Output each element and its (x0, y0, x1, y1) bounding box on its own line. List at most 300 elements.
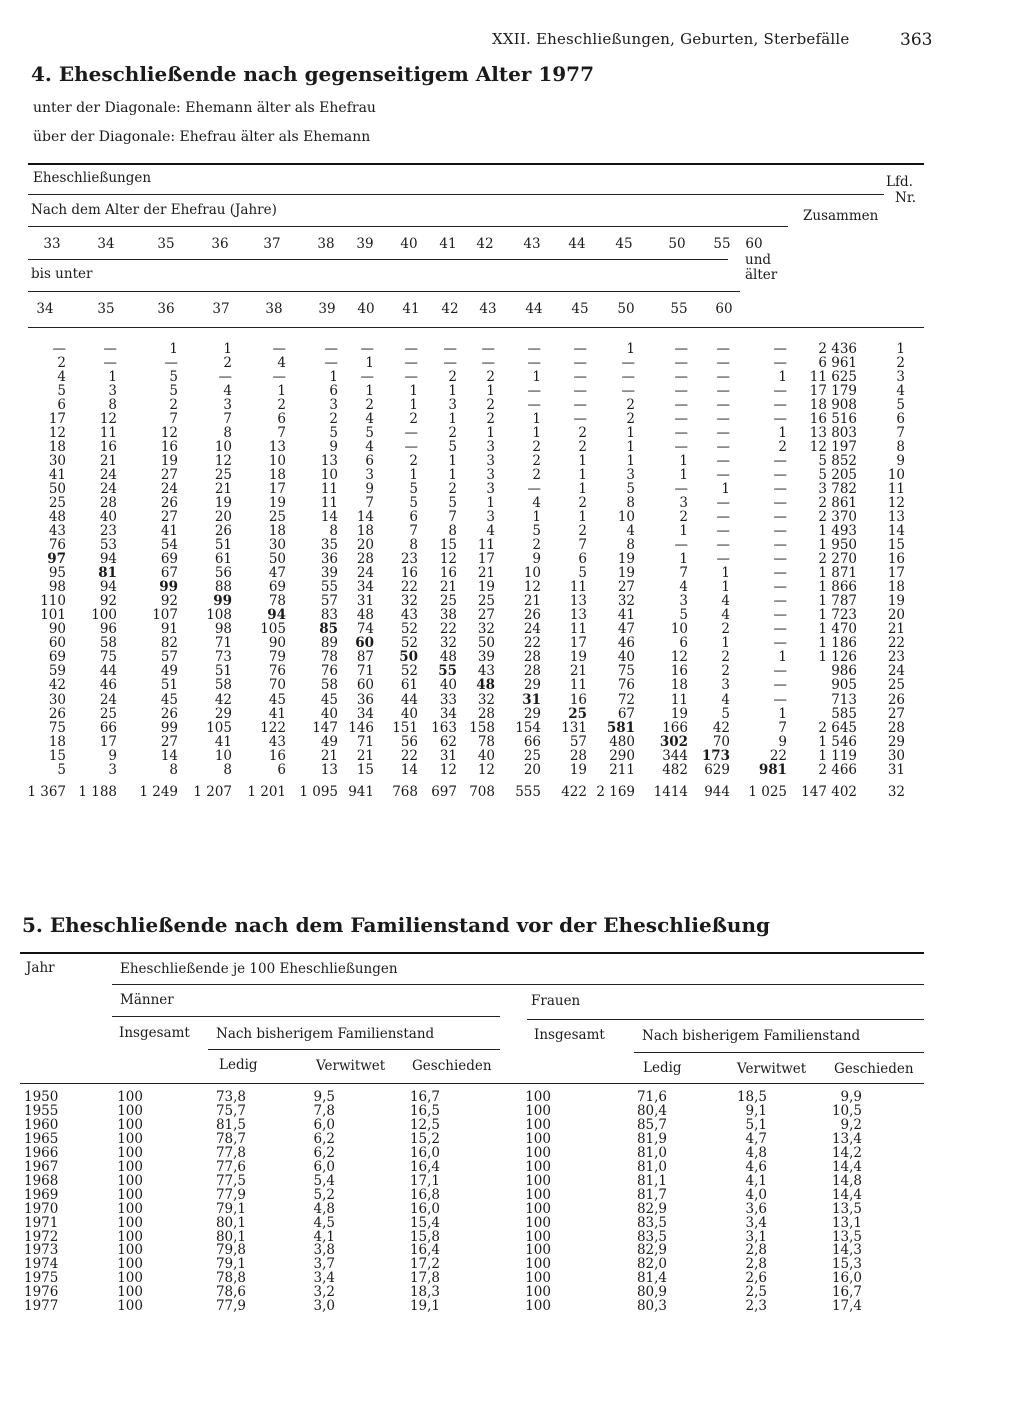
table4-cell: 50 (48, 481, 66, 498)
table4-cell: 2 (578, 523, 587, 540)
table4-cell: 71 (356, 663, 374, 680)
table5-cell: 16,0 (409, 1144, 440, 1161)
table4-cell: 6 (409, 509, 418, 526)
table4-cell: 1 (626, 425, 635, 442)
table5-cell: 16,0 (831, 1270, 862, 1287)
table4-cell: 21 (477, 565, 495, 582)
table5-cell: 83,5 (636, 1214, 667, 1231)
table4-cell: 146 (348, 719, 374, 736)
table4-cell: 48 (48, 509, 66, 526)
table5-header-maenner: Männer (120, 992, 174, 1008)
table4-cell: 2 (486, 411, 495, 428)
table4-cell: — (527, 481, 541, 498)
table5-year: 1955 (24, 1102, 59, 1119)
table4-cell: 1 (409, 467, 418, 484)
table4-cell: 10 (214, 747, 232, 764)
table4-cell: 2 (448, 369, 457, 386)
table4-cell: — (773, 355, 787, 372)
table4-cell: 8 (223, 425, 232, 442)
table4-cell: 10 (523, 565, 541, 582)
table5-cell: 80,3 (636, 1298, 667, 1315)
table4-cell: 58 (99, 635, 117, 652)
table4-cell: 1 (409, 397, 418, 414)
table4-cell: 26 (214, 523, 232, 540)
table4-cell: 31 (522, 691, 541, 708)
table5-header-geschieden-m: Geschieden (412, 1058, 492, 1074)
table4-age-to: 42 (441, 301, 459, 317)
table4-cell: — (716, 453, 730, 470)
table5-cell: 100 (117, 1186, 143, 1203)
table4-cell: 3 (448, 397, 457, 414)
table4-cell-zusammen: 5 205 (818, 467, 857, 484)
table4-cell: 30 (48, 691, 66, 708)
table4-age-to: 38 (265, 301, 283, 317)
table5-cell: 3,0 (313, 1298, 335, 1315)
table4-cell: 4 (721, 607, 730, 624)
table4-cell: — (773, 383, 787, 400)
table4-cell: 11 (99, 425, 117, 442)
table4-cell: 57 (569, 733, 587, 750)
table4-cell: 16 (569, 691, 587, 708)
table4-cell: — (324, 341, 338, 357)
table4-cell: 36 (320, 551, 338, 568)
table4-total-cell: 1 025 (748, 784, 787, 800)
running-header: XXII. Eheschließungen, Geburten, Sterbefälle (492, 30, 850, 48)
table5-cell: 3,8 (313, 1242, 335, 1259)
table4-cell: 3 (486, 453, 495, 470)
table4-cell: 74 (356, 621, 374, 638)
table4-cell: 1 (679, 551, 688, 568)
table4-cell: 1 (532, 425, 541, 442)
table4-cell: 9 (108, 747, 117, 764)
table4-cell: 8 (108, 397, 117, 414)
table5-cell: 100 (117, 1270, 143, 1287)
table4-cell: 94 (99, 579, 117, 596)
table4-total-lfd-nr: 32 (887, 784, 905, 800)
table4-cell: 24 (523, 621, 541, 638)
table5-cell: 10,5 (831, 1102, 862, 1119)
table5-cell: 5,4 (313, 1172, 335, 1189)
table4-cell: — (674, 537, 688, 554)
table4-cell-zusammen: 11 625 (809, 369, 857, 386)
table4-cell: 163 (431, 719, 457, 736)
table4-cell: 53 (99, 537, 117, 554)
table4-cell: 20 (214, 509, 232, 526)
table4-cell: 4 (223, 383, 232, 400)
table5-cell: 16,4 (409, 1242, 440, 1259)
table4-cell: 1 (448, 383, 457, 400)
table4-cell: 41 (214, 733, 232, 750)
table4-cell-lfd-nr: 9 (896, 453, 905, 470)
table4-cell: 2 (486, 369, 495, 386)
table4-cell: — (674, 397, 688, 414)
table4-cell: 9 (778, 733, 787, 750)
table4-cell: 16 (670, 663, 688, 680)
table4-cell: 49 (320, 733, 338, 750)
table4-cell: 18 (268, 523, 286, 540)
table4-cell: 2 (277, 397, 286, 414)
table4-cell: 48 (439, 649, 457, 666)
table4-cell: 2 (578, 439, 587, 456)
table4-header-zusammen: Zusammen (803, 208, 879, 224)
table4-cell: 22 (769, 747, 787, 764)
table4-cell: 39 (320, 565, 338, 582)
table4-cell: — (773, 621, 787, 638)
table4-cell: 1 (778, 705, 787, 722)
table4-cell: 30 (268, 537, 286, 554)
table4-cell: 2 (409, 453, 418, 470)
table4-cell: 76 (320, 663, 338, 680)
table4-cell: — (52, 341, 66, 357)
table5-header-bottom-rule (20, 1083, 924, 1084)
table4-cell: 11 (477, 537, 495, 554)
table5-cell: 13,1 (831, 1214, 862, 1231)
table4-cell: 92 (99, 593, 117, 610)
table4-cell: 46 (617, 635, 635, 652)
table5-cell: 100 (117, 1144, 143, 1161)
table4-cell: 1 (626, 453, 635, 470)
table4-age-to: 50 (617, 301, 635, 317)
table4-cell: 1 (778, 369, 787, 386)
table4-cell-lfd-nr: 4 (896, 383, 905, 400)
table4-cell: 2 (57, 355, 66, 372)
table4-cell: — (773, 565, 787, 582)
table5-cell: 100 (117, 1242, 143, 1259)
table4-cell: 40 (99, 509, 117, 526)
table5-cell: 80,9 (636, 1284, 667, 1301)
table4-cell: 67 (617, 705, 635, 722)
table4-cell: 8 (626, 537, 635, 554)
table4-cell: 17 (99, 733, 117, 750)
table5-cell: 14,4 (831, 1158, 862, 1175)
table4-cell: — (716, 467, 730, 484)
table5-cell: 100 (117, 1200, 143, 1217)
table4-cell: 1 (578, 453, 587, 470)
table4-cell: 6 (679, 635, 688, 652)
table4-cell-lfd-nr: 7 (896, 425, 905, 442)
table4-total-cell: 1 201 (247, 784, 286, 800)
table4-cell-zusammen: 713 (831, 691, 857, 708)
table4-cell: 41 (48, 467, 66, 484)
table4-age-from: 33 (43, 236, 61, 252)
table4-cell-zusammen: 6 961 (818, 355, 857, 372)
table5-cell: 100 (525, 1186, 551, 1203)
table4-cell: 26 (523, 607, 541, 624)
table4-cell: 981 (758, 761, 787, 778)
table5-cell: 15,2 (409, 1130, 440, 1147)
table4-cell: 14 (400, 761, 418, 778)
table4-cell: 85 (319, 621, 338, 638)
table4-cell: 11 (569, 677, 587, 694)
table4-cell: 2 (448, 481, 457, 498)
table4-cell: 2 (721, 621, 730, 638)
table4-cell: 81 (98, 565, 117, 582)
table5-cell: 2,8 (745, 1242, 767, 1259)
table4-cell: — (573, 411, 587, 428)
table4-cell: 4 (721, 691, 730, 708)
table4-cell: 1 (578, 509, 587, 526)
table4-cell-lfd-nr: 30 (887, 747, 905, 764)
table5-cell: 3,4 (313, 1270, 335, 1287)
table4-cell: 24 (99, 691, 117, 708)
table4-cell: — (773, 663, 787, 680)
table4-cell: — (621, 355, 635, 372)
table4-cell: 1 (578, 467, 587, 484)
table4-cell: 2 (169, 397, 178, 414)
table4-cell: 46 (99, 677, 117, 694)
table5-header-jahr: Jahr (26, 960, 55, 976)
table4-cell: — (716, 369, 730, 386)
table5-cell: 100 (117, 1102, 143, 1119)
table4-cell: 3 (108, 761, 117, 778)
table5-cell: 100 (117, 1158, 143, 1175)
table4-cell: 61 (400, 677, 418, 694)
table4-cell: 1 (486, 383, 495, 400)
table4-age-to: 36 (157, 301, 175, 317)
table5-cell: 100 (525, 1158, 551, 1175)
table4-cell: 20 (356, 537, 374, 554)
table4-cell: 17 (569, 635, 587, 652)
table4-cell-lfd-nr: 23 (887, 649, 905, 666)
table4-cell: 17 (477, 551, 495, 568)
table5-year: 1966 (24, 1144, 59, 1161)
table5-cell: 82,9 (636, 1200, 667, 1217)
table4-cell: 21 (99, 453, 117, 470)
table4-cell: 4 (721, 593, 730, 610)
table4-age-from: 43 (523, 236, 541, 252)
table4-cell: 96 (99, 621, 117, 638)
table4-cell: 14 (160, 747, 178, 764)
table4-cell: 25 (99, 705, 117, 722)
table5-cell: 81,9 (636, 1130, 667, 1147)
table4-header-lfd: Lfd. (886, 174, 913, 190)
table4-cell: 27 (160, 467, 178, 484)
table4-cell: 3 (486, 509, 495, 526)
table4-cell: 94 (267, 607, 286, 624)
table4-cell: 3 (329, 397, 338, 414)
table4-cell: 28 (569, 747, 587, 764)
table4-cell: 4 (277, 355, 286, 372)
table4-cell: 51 (214, 663, 232, 680)
table4-cell: 3 (108, 383, 117, 400)
table5-cell: 6,2 (313, 1130, 335, 1147)
table4-cell: 2 (679, 509, 688, 526)
table5-rule-2 (112, 984, 924, 985)
table4-cell: 1 (486, 495, 495, 512)
table4-cell: 110 (40, 593, 66, 610)
table4-cell: 12 (48, 425, 66, 442)
table4-cell: 24 (160, 481, 178, 498)
table5-cell: 77,9 (215, 1298, 246, 1315)
table4-cell: 27 (617, 579, 635, 596)
table4-cell: 19 (268, 495, 286, 512)
table4-cell: 5 (448, 495, 457, 512)
table4-age-from: 50 (668, 236, 686, 252)
table4-cell: 43 (400, 607, 418, 624)
table4-cell: — (527, 355, 541, 372)
table4-cell: — (573, 369, 587, 386)
table4-cell: 5 (409, 495, 418, 512)
table4-cell: 55 (320, 579, 338, 596)
table5-cell: 80,1 (215, 1214, 246, 1231)
table4-cell-zusammen: 1 126 (818, 649, 857, 666)
table4-cell: 10 (214, 439, 232, 456)
table4-cell: 42 (712, 719, 730, 736)
table4-cell: 7 (778, 719, 787, 736)
table4-cell: 2 (721, 649, 730, 666)
table4-cell: 82 (160, 635, 178, 652)
table4-cell: 9 (365, 481, 374, 498)
table4-cell: 66 (523, 733, 541, 750)
table4-cell: 21 (320, 747, 338, 764)
table4-total-cell: 1414 (653, 784, 688, 800)
table4-note-under: unter der Diagonale: Ehemann älter als Ehefrau (33, 100, 376, 116)
table4-age-to: 39 (318, 301, 336, 317)
table5-cell: 3,1 (745, 1228, 767, 1245)
table5-cell: 100 (117, 1130, 143, 1147)
table4-cell: — (164, 355, 178, 372)
table4-cell: — (404, 369, 418, 386)
table4-cell: 26 (160, 705, 178, 722)
table4-cell: 4 (626, 523, 635, 540)
table5-header-insgesamt-m: Insgesamt (119, 1025, 190, 1041)
table4-cell: 2 (532, 453, 541, 470)
table4-cell: 5 (679, 607, 688, 624)
table4-cell: 1 (532, 509, 541, 526)
table4-total-cell: 555 (515, 784, 541, 800)
table4-age-from: 42 (476, 236, 494, 252)
table4-total-cell: 1 367 (27, 784, 66, 800)
table4-cell: 19 (160, 453, 178, 470)
table4-cell: — (773, 579, 787, 596)
table4-cell: 25 (523, 747, 541, 764)
table4-cell: 9 (329, 439, 338, 456)
table4-cell-lfd-nr: 5 (896, 397, 905, 414)
table4-cell: 22 (523, 635, 541, 652)
table4-cell: 21 (439, 579, 457, 596)
table4-cell: — (404, 355, 418, 372)
table4-cell: 25 (48, 495, 66, 512)
table5-cell: 100 (117, 1214, 143, 1231)
table4-cell: 78 (477, 733, 495, 750)
table4-cell: 2 (486, 397, 495, 414)
table5-cell: 100 (525, 1242, 551, 1259)
table4-cell: 8 (448, 523, 457, 540)
table4-cell: 73 (214, 649, 232, 666)
table4-cell: 21 (214, 481, 232, 498)
table5-cell: 82,0 (636, 1256, 667, 1273)
table5-year: 1950 (24, 1089, 59, 1105)
table4-cell: — (674, 341, 688, 357)
table4-cell: 31 (439, 747, 457, 764)
table4-age-from: 34 (97, 236, 115, 252)
table4-cell-zusammen: 1 866 (818, 579, 857, 596)
table4-cell: 1 (108, 369, 117, 386)
table4-cell: 28 (477, 705, 495, 722)
table4-cell: 29 (523, 705, 541, 722)
table5-year: 1974 (24, 1256, 59, 1273)
table4-cell-zusammen: 17 179 (809, 383, 857, 400)
table4-cell: 36 (356, 691, 374, 708)
table4-cell: — (527, 341, 541, 357)
table4-cell-zusammen: 2 270 (818, 551, 857, 568)
table4-total-cell: 422 (561, 784, 587, 800)
table4-cell-lfd-nr: 31 (887, 761, 905, 778)
table4-cell: — (773, 481, 787, 498)
table4-cell-zusammen: 2 466 (818, 761, 857, 778)
table5-cell: 100 (525, 1144, 551, 1161)
table4-cell-lfd-nr: 14 (887, 523, 905, 540)
table4-cell: 34 (439, 705, 457, 722)
table4-cell: 4 (365, 411, 374, 428)
table4-cell: 90 (48, 621, 66, 638)
table5-cell: 100 (117, 1116, 143, 1133)
table5-cell: 100 (525, 1284, 551, 1301)
table4-rule-3 (28, 226, 788, 227)
table4-cell: 44 (400, 691, 418, 708)
table4-cell: 32 (477, 621, 495, 638)
table5-cell: 100 (525, 1102, 551, 1119)
table4-cell-zusammen: 1 871 (818, 565, 857, 582)
table4-age-from: 55 (713, 236, 731, 252)
table4-cell: 28 (523, 663, 541, 680)
table4-cell: 482 (662, 761, 688, 778)
table4-total-zusammen: 147 402 (801, 784, 857, 800)
table4-cell: 21 (356, 747, 374, 764)
table4-cell: 99 (160, 719, 178, 736)
table4-cell: 16 (400, 565, 418, 582)
table4-cell: 31 (356, 593, 374, 610)
table4-cell-zusammen: 905 (831, 677, 857, 694)
table5-cell: 6,0 (313, 1116, 335, 1133)
table4-cell: 40 (477, 747, 495, 764)
table4-cell: 13 (320, 453, 338, 470)
table4-cell: 302 (659, 733, 688, 750)
table4-cell: 14 (320, 509, 338, 526)
table5-cell: 4,6 (745, 1158, 767, 1175)
table4-age-to: 37 (212, 301, 230, 317)
table4-total-cell: 1 207 (193, 784, 232, 800)
table4-cell: 158 (469, 719, 495, 736)
table4-cell: 1 (223, 341, 232, 357)
table5-cell: 6,0 (313, 1158, 335, 1175)
table5-cell: 80,4 (636, 1102, 667, 1119)
table4-cell: 76 (268, 663, 286, 680)
table5-cell: 81,4 (636, 1270, 667, 1287)
table4-cell: 3 (679, 593, 688, 610)
table4-cell: 60 (356, 677, 374, 694)
table4-cell: 75 (48, 719, 66, 736)
table4-cell: — (773, 691, 787, 708)
table4-cell: 61 (214, 551, 232, 568)
table4-age-from: 41 (439, 236, 457, 252)
table4-cell: 32 (400, 593, 418, 610)
table4-cell: 151 (392, 719, 418, 736)
table4-cell: 28 (356, 551, 374, 568)
table4-cell: — (360, 369, 374, 386)
table5-cell: 75,7 (215, 1102, 246, 1119)
table4-cell: 629 (704, 761, 730, 778)
table4-cell: — (621, 369, 635, 386)
table5-cell: 2,8 (745, 1256, 767, 1273)
table4-cell: 108 (206, 607, 232, 624)
table5-cell: 100 (525, 1214, 551, 1231)
table5-cell: 77,9 (215, 1186, 246, 1203)
table4-cell: — (360, 341, 374, 357)
table4-cell-zusammen: 986 (831, 663, 857, 680)
table4-cell: 10 (670, 621, 688, 638)
table4-cell-lfd-nr: 19 (887, 593, 905, 610)
